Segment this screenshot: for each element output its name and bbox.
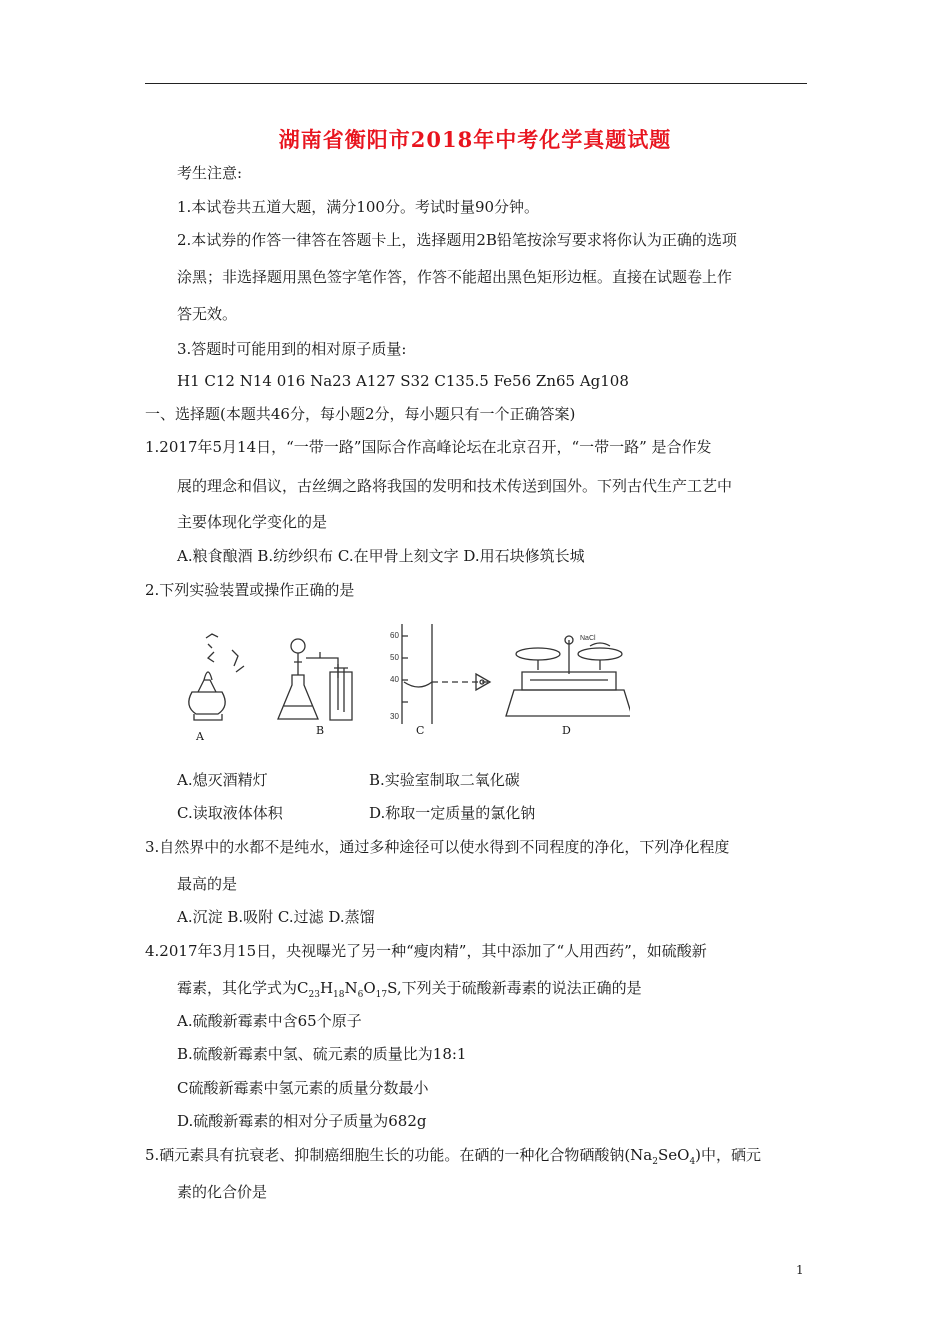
figure-label-b: B (316, 724, 325, 737)
formula-n: N (344, 979, 358, 997)
formula-o: O (363, 979, 376, 997)
q1-line1: 1.2017年5月14日，“一带一路”国际合作高峰论坛在北京召开，“一带一路” 是合作发 (145, 438, 712, 456)
q5-line1 (145, 1145, 761, 1172)
cylinder-tick-40: 40 (390, 675, 399, 684)
notice-item-2-line1: 2.本试券的作答一律答在答题卡上，选择题用2B铅笔按涂写要求将你认为正确的选项 (177, 231, 737, 249)
formula-h-count: 18 (333, 990, 345, 1000)
header-rule (145, 83, 807, 84)
q4-line2-post: S,下列关于硫酸新毒素的说法正确的是 (387, 979, 642, 997)
q5-seo: SeO (657, 1146, 690, 1164)
figure-c-graduated-cylinder (402, 624, 490, 724)
q5-line1-pre: 5.硒元素具有抗衰老、抑制癌细胞生长的功能。在硒的一种化合物硒酸钠(Na (145, 1146, 653, 1164)
cylinder-tick-30: 30 (390, 712, 399, 721)
section-heading: 一、选择题(本题共46分，每小题2分，每小题只有一个正确答案) (145, 405, 576, 423)
figure-a-alcohol-lamp (189, 634, 244, 720)
q3-line1: 3.自然界中的水都不是纯水，通过多种途径可以使水得到不同程度的净化，下列净化程度 (145, 838, 730, 856)
figure-b-gas-generator (278, 639, 352, 720)
q4-option-c: C硫酸新霉素中氢元素的质量分数最小 (177, 1079, 429, 1097)
page-title: 湖南省衡阳市2018年中考化学真题试题 (278, 127, 672, 152)
q5-na-count: 2 (652, 1157, 658, 1167)
q4-option-a: A.硫酸新霉素中含65个原子 (177, 1012, 362, 1030)
q2-figures (170, 622, 630, 742)
q4-line2 (177, 978, 642, 1005)
figure-d-balance (506, 636, 630, 716)
cylinder-tick-60: 60 (390, 631, 399, 640)
q5-line2: 素的化合价是 (177, 1183, 268, 1201)
figure-label-d: D (562, 724, 571, 737)
nacl-label: NaCl (580, 635, 596, 642)
formula-o-count: 17 (375, 990, 388, 1000)
notice-heading: 考生注意: (177, 164, 243, 182)
notice-item-1: 1.本试卷共五道大题，满分100分。考试时量90分钟。 (177, 198, 540, 216)
q4-line1: 4.2017年3月15日，央视曝光了另一种“瘦肉精”，其中添加了“人用西药”，如硫酸新 (145, 942, 707, 960)
q2-option-c: C.读取液体体积 (177, 804, 283, 822)
notice-item-3: 3.答题时可能用到的相对原子质量: (177, 340, 407, 358)
formula-h: H (319, 979, 334, 997)
notice-item-2-line3: 答无效。 (177, 305, 238, 323)
q3-line2: 最高的是 (177, 875, 238, 893)
q2-option-b: B.实验室制取二氧化碳 (369, 771, 520, 789)
formula-c-count: 23 (308, 990, 320, 1000)
cylinder-tick-50: 50 (390, 653, 399, 662)
q3-options: A.沉淀 B.吸附 C.过滤 D.蒸馏 (177, 908, 375, 926)
q4-option-b: B.硫酸新霉素中氢、硫元素的质量比为18:1 (177, 1045, 467, 1063)
q2-option-d: D.称取一定质量的氯化钠 (369, 804, 536, 822)
q2-stem: 2.下列实验装置或操作正确的是 (145, 581, 355, 599)
apparatus-illustrations (170, 622, 630, 742)
atomic-masses: H1 C12 N14 016 Na23 A127 S32 C135.5 Fe56 Zn65 Ag108 (177, 372, 629, 390)
figure-label-a: A (196, 730, 204, 743)
q4-line2-pre: 霉素，其化学式为C (177, 979, 309, 997)
q5-line1-post: )中，硒元 (695, 1146, 762, 1164)
q5-o-count: 4 (689, 1157, 696, 1167)
page-number: 1 (796, 1263, 804, 1277)
cylinder-tick-labels (390, 631, 399, 721)
notice-item-2-line2: 涂黑；非选择题用黑色签字笔作答，作答不能超出黑色矩形边框。直接在试题卷上作 (177, 268, 733, 286)
q4-option-d: D.硫酸新霉素的相对分子质量为682g (177, 1112, 427, 1130)
formula-n-count: 6 (357, 990, 364, 1000)
q1-line3: 主要体现化学变化的是 (177, 513, 328, 531)
q1-line2: 展的理念和倡议，古丝绸之路将我国的发明和技术传送到国外。下列古代生产工艺中 (177, 477, 733, 495)
figure-label-c: C (416, 724, 425, 737)
q1-options: A.粮食酿酒 B.纺纱织布 C.在甲骨上刻文字 D.用石块修筑长城 (177, 547, 585, 565)
q2-option-a: A.熄灭酒精灯 (177, 771, 268, 789)
